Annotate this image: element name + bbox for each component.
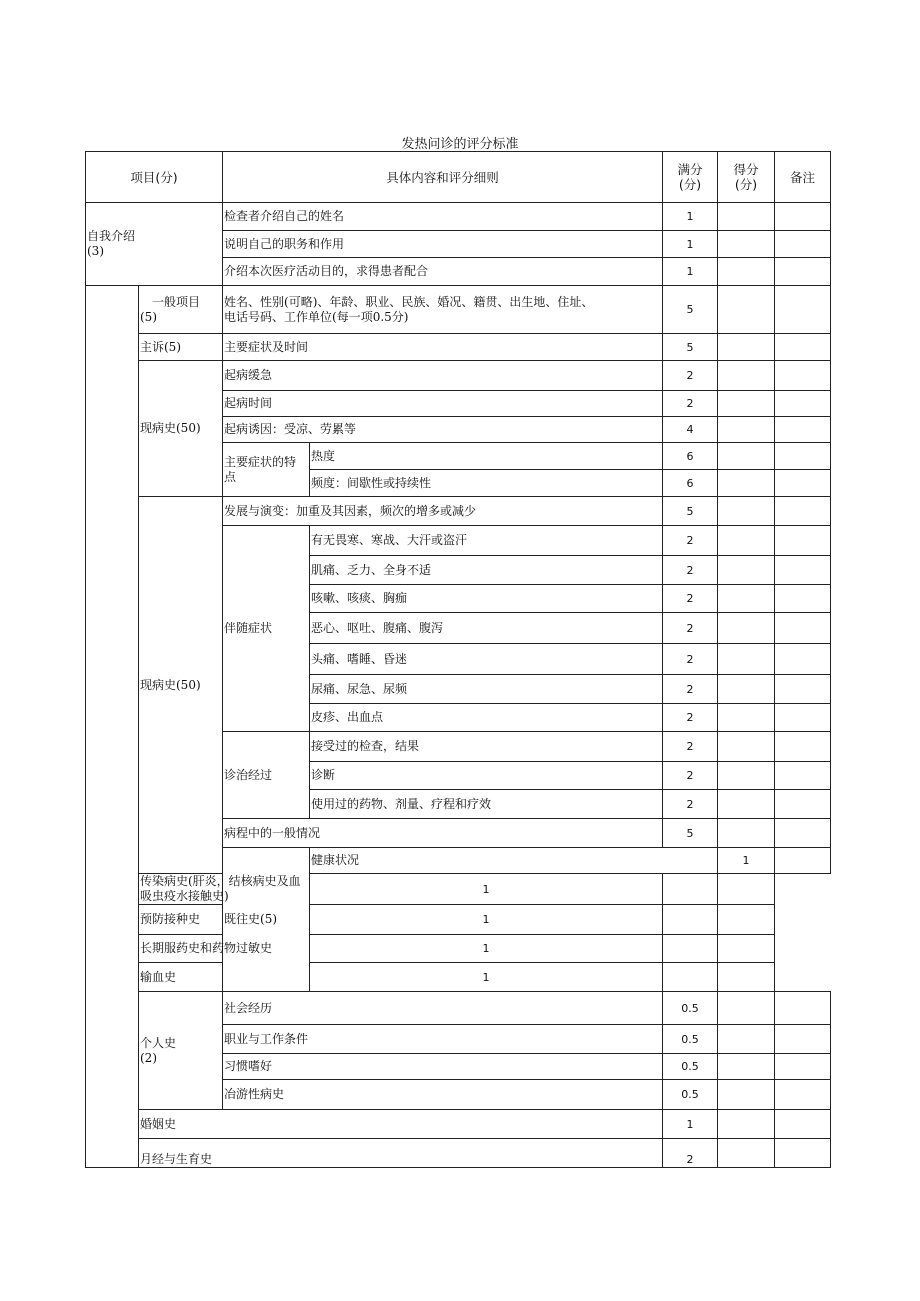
remark-cell[interactable] <box>775 704 831 732</box>
row-score: 2 <box>663 762 718 790</box>
row-text: 传染病史(肝炎，结核病史及血吸虫疫水接触史) <box>139 874 310 905</box>
row-score: 1 <box>718 848 775 874</box>
row-score: 4 <box>663 417 718 443</box>
row-score: 5 <box>663 497 718 526</box>
row-score: 1 <box>663 203 718 231</box>
row-score: 2 <box>663 644 718 675</box>
obtained-cell[interactable] <box>718 497 775 526</box>
row-text: 发展与演变：加重及其因素，频次的增多或减少 <box>223 497 663 526</box>
remark-cell[interactable] <box>775 470 831 497</box>
obtained-cell[interactable] <box>718 556 775 585</box>
obtained-cell[interactable] <box>718 762 775 790</box>
remark-cell[interactable] <box>775 613 831 644</box>
obtained-cell[interactable] <box>718 1110 775 1139</box>
remark-cell[interactable] <box>775 992 831 1025</box>
row-text: 起病时间 <box>223 391 663 417</box>
row-text: 检查者介绍自己的姓名 <box>223 203 663 231</box>
remark-cell[interactable] <box>775 585 831 613</box>
general-label: 一般项目 (5) <box>139 286 223 334</box>
table-row <box>86 334 831 361</box>
row-score: 1 <box>663 258 718 286</box>
row-score: 5 <box>663 334 718 361</box>
row-text: 频度：间歇性或持续性 <box>310 470 663 497</box>
row-score: 1 <box>663 231 718 258</box>
row-text: 肌痛、乏力、全身不适 <box>310 556 663 585</box>
remark-cell[interactable] <box>775 1139 831 1168</box>
personal-history-label: 个人史 (2) <box>139 992 223 1110</box>
remark-cell[interactable] <box>775 361 831 391</box>
row-score: 0.5 <box>663 992 718 1025</box>
row-score: 2 <box>663 556 718 585</box>
row-text: 热度 <box>310 443 663 470</box>
obtained-cell[interactable] <box>718 704 775 732</box>
feature-label: 主要症状的特 点 <box>223 443 310 497</box>
row-score: 1 <box>663 1110 718 1139</box>
row-score: 2 <box>663 732 718 762</box>
scoring-table <box>85 151 831 1168</box>
row-text: 输血史 <box>139 963 310 992</box>
present-illness-label: 现病史(50) <box>139 497 223 874</box>
row-score: 5 <box>663 286 718 334</box>
obtained-cell[interactable] <box>775 848 831 874</box>
intro-label: 自我介绍 (3) <box>86 203 223 286</box>
obtained-cell[interactable] <box>718 361 775 391</box>
row-text: 起病缓急 <box>223 361 663 391</box>
row-text: 尿痛、尿急、尿频 <box>310 675 663 704</box>
obtained-cell[interactable] <box>718 1054 775 1080</box>
obtained-cell[interactable] <box>718 258 775 286</box>
obtained-cell[interactable] <box>718 470 775 497</box>
row-text: 长期服药史和药物过敏史 <box>139 935 310 963</box>
remark-cell[interactable] <box>775 819 831 848</box>
treatment-label: 诊治经过 <box>223 732 310 819</box>
row-text: 主要症状及时间 <box>223 334 663 361</box>
row-text: 起病诱因：受凉、劳累等 <box>223 417 663 443</box>
remark-cell[interactable] <box>775 334 831 361</box>
row-text: 头痛、嗜睡、昏迷 <box>310 644 663 675</box>
past-history-label: 既往史(5) <box>223 848 310 992</box>
remark-cell[interactable] <box>775 443 831 470</box>
remark-cell[interactable] <box>718 963 775 992</box>
row-text: 诊断 <box>310 762 663 790</box>
accompany-label: 伴随症状 <box>223 526 310 732</box>
header-content: 具体内容和评分细则 <box>223 152 663 203</box>
remark-cell[interactable] <box>718 935 775 963</box>
header-full-score: 满分 (分) <box>663 152 718 203</box>
obtained-cell[interactable] <box>718 675 775 704</box>
row-text: 预防接种史 <box>139 905 310 935</box>
obtained-cell[interactable] <box>718 819 775 848</box>
row-text: 病程中的一般情况 <box>223 819 663 848</box>
remark-cell[interactable] <box>775 1080 831 1110</box>
complaint-label: 主诉(5) <box>139 334 223 361</box>
obtained-cell[interactable] <box>718 231 775 258</box>
remark-cell[interactable] <box>775 231 831 258</box>
table-row <box>86 905 831 935</box>
remark-cell[interactable] <box>775 286 831 334</box>
row-text: 职业与工作条件 <box>223 1025 663 1054</box>
row-score: 2 <box>663 361 718 391</box>
row-score: 0.5 <box>663 1054 718 1080</box>
row-text: 月经与生育史 <box>139 1139 663 1168</box>
obtained-cell[interactable] <box>718 1139 775 1168</box>
obtained-cell[interactable] <box>718 526 775 556</box>
remark-cell[interactable] <box>775 526 831 556</box>
row-score: 2 <box>663 526 718 556</box>
document-title: 发热问诊的评分标准 <box>401 137 519 152</box>
remark-cell[interactable] <box>775 790 831 819</box>
row-text: 说明自己的职务和作用 <box>223 231 663 258</box>
obtained-cell[interactable] <box>718 585 775 613</box>
row-text: 婚姻史 <box>139 1110 663 1139</box>
table-row <box>86 1139 831 1168</box>
table-row <box>86 935 831 963</box>
remark-cell[interactable] <box>775 1054 831 1080</box>
remark-cell[interactable] <box>775 417 831 443</box>
row-score: 2 <box>663 790 718 819</box>
table-row <box>86 963 831 992</box>
remark-cell[interactable] <box>775 762 831 790</box>
row-text: 使用过的药物、剂量、疗程和疗效 <box>310 790 663 819</box>
row-score: 6 <box>663 443 718 470</box>
obtained-cell[interactable] <box>718 1025 775 1054</box>
table-row <box>86 286 831 334</box>
obtained-cell[interactable] <box>718 391 775 417</box>
row-text: 冶游性病史 <box>223 1080 663 1110</box>
table-row <box>86 992 831 1025</box>
obtained-cell[interactable] <box>663 935 718 963</box>
remark-cell[interactable] <box>775 497 831 526</box>
header-item: 项目(分) <box>86 152 223 203</box>
row-text: 有无畏寒、寒战、大汗或盗汗 <box>310 526 663 556</box>
table-row <box>86 1110 831 1139</box>
obtained-cell[interactable] <box>718 613 775 644</box>
obtained-cell[interactable] <box>718 443 775 470</box>
obtained-cell[interactable] <box>718 334 775 361</box>
row-score: 0.5 <box>663 1025 718 1054</box>
table-row <box>86 874 831 905</box>
row-text: 皮疹、出血点 <box>310 704 663 732</box>
row-score: 2 <box>663 1139 718 1168</box>
obtained-cell[interactable] <box>718 1080 775 1110</box>
row-text: 姓名、性别(可略)、年龄、职业、民族、婚况、籍贯、出生地、住址、 电话号码、工作单位(每一项0.5分) <box>223 286 663 334</box>
remark-cell[interactable] <box>775 556 831 585</box>
remark-cell[interactable] <box>775 203 831 231</box>
remark-cell[interactable] <box>718 874 775 905</box>
row-score: 2 <box>663 585 718 613</box>
remark-cell[interactable] <box>775 644 831 675</box>
row-score: 1 <box>310 874 663 905</box>
row-text: 习惯嗜好 <box>223 1054 663 1080</box>
table-row <box>86 361 831 391</box>
header-obtained-score: 得分 (分) <box>718 152 775 203</box>
remark-cell[interactable] <box>775 1110 831 1139</box>
remark-cell[interactable] <box>718 905 775 935</box>
obtained-cell[interactable] <box>718 732 775 762</box>
row-score: 2 <box>663 704 718 732</box>
table-row <box>86 497 831 526</box>
row-score: 6 <box>663 470 718 497</box>
row-text: 介绍本次医疗活动目的，求得患者配合 <box>223 258 663 286</box>
row-score: 2 <box>663 391 718 417</box>
table-row <box>86 203 831 231</box>
obtained-cell[interactable] <box>663 874 718 905</box>
obtained-cell[interactable] <box>718 286 775 334</box>
obtained-cell[interactable] <box>718 644 775 675</box>
remark-cell[interactable] <box>775 732 831 762</box>
row-score: 1 <box>310 905 663 935</box>
history-outer-column <box>86 286 139 1168</box>
row-text: 接受过的检查，结果 <box>310 732 663 762</box>
row-score: 2 <box>663 675 718 704</box>
obtained-cell[interactable] <box>718 417 775 443</box>
header-remark: 备注 <box>775 152 831 203</box>
row-score: 1 <box>310 963 663 992</box>
obtained-cell[interactable] <box>718 790 775 819</box>
obtained-cell[interactable] <box>718 992 775 1025</box>
remark-cell[interactable] <box>775 1025 831 1054</box>
obtained-cell[interactable] <box>663 905 718 935</box>
table-header-row <box>86 152 831 203</box>
row-score: 2 <box>663 613 718 644</box>
row-text: 咳嗽、咳痰、胸痂 <box>310 585 663 613</box>
remark-cell[interactable] <box>775 675 831 704</box>
row-score: 0.5 <box>663 1080 718 1110</box>
obtained-cell[interactable] <box>663 963 718 992</box>
present-illness-label: 现病史(50) <box>139 361 223 497</box>
remark-cell[interactable] <box>775 258 831 286</box>
remark-cell[interactable] <box>775 391 831 417</box>
obtained-cell[interactable] <box>718 203 775 231</box>
row-score: 5 <box>663 819 718 848</box>
row-score: 1 <box>310 935 663 963</box>
row-text: 健康状况 <box>310 848 718 874</box>
row-text: 恶心、呕吐、腹痛、腹泻 <box>310 613 663 644</box>
row-text: 社会经历 <box>223 992 663 1025</box>
